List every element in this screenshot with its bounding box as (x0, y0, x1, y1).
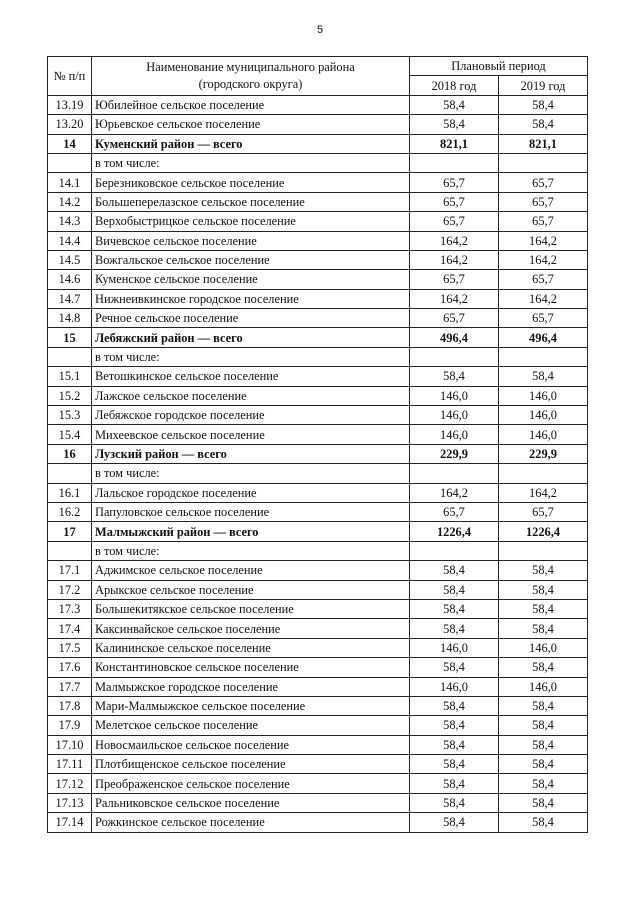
table-row-subheading (48, 464, 588, 483)
row-name: Верхобыстрицкое сельское поселение (92, 212, 410, 231)
row-number: 17.8 (48, 696, 92, 715)
row-name: Плотбищенское сельское поселение (92, 755, 410, 774)
row-value-2019: 58,4 (499, 367, 588, 386)
row-value-2018: 58,4 (410, 658, 499, 677)
row-number: 17.7 (48, 677, 92, 696)
row-value-2019: 58,4 (499, 813, 588, 832)
row-number: 17.4 (48, 619, 92, 638)
row-value-2019: 146,0 (499, 406, 588, 425)
row-value-2018: 65,7 (410, 212, 499, 231)
row-value-2019: 1226,4 (499, 522, 588, 541)
row-value-2018: 164,2 (410, 231, 499, 250)
row-value-2019: 65,7 (499, 309, 588, 328)
header-period: Плановый период (410, 57, 588, 76)
row-value-2019: 821,1 (499, 134, 588, 153)
row-number: 17.2 (48, 580, 92, 599)
row-value-2019: 58,4 (499, 658, 588, 677)
row-value-2019: 58,4 (499, 696, 588, 715)
table-row (48, 774, 588, 793)
row-name: Аджимское сельское поселение (92, 561, 410, 580)
row-value-2019: 58,4 (499, 599, 588, 618)
row-value-2018 (410, 464, 499, 483)
row-value-2018: 65,7 (410, 502, 499, 521)
row-name: Константиновское сельское поселение (92, 658, 410, 677)
row-number: 17.12 (48, 774, 92, 793)
row-value-2019 (499, 541, 588, 560)
row-value-2019: 65,7 (499, 212, 588, 231)
row-value-2018: 58,4 (410, 115, 499, 134)
row-name: Лебяжский район — всего (92, 328, 410, 347)
row-number: 17 (48, 522, 92, 541)
budget-table (47, 56, 588, 833)
row-number: 17.1 (48, 561, 92, 580)
row-name: Ральниковское сельское поселение (92, 793, 410, 812)
table-row (48, 696, 588, 715)
row-value-2018: 65,7 (410, 192, 499, 211)
row-value-2019: 164,2 (499, 250, 588, 269)
row-name: Ветошкинское сельское поселение (92, 367, 410, 386)
row-value-2019: 164,2 (499, 289, 588, 308)
row-number: 14.5 (48, 250, 92, 269)
row-number: 15.3 (48, 406, 92, 425)
table-row (48, 755, 588, 774)
row-value-2018: 164,2 (410, 289, 499, 308)
table-row (48, 813, 588, 832)
row-name: Мари-Малмыжское сельское поселение (92, 696, 410, 715)
row-number: 14.8 (48, 309, 92, 328)
header-number: № п/п (48, 57, 92, 96)
table-row (48, 580, 588, 599)
row-number: 14.4 (48, 231, 92, 250)
row-name: Юрьевское сельское поселение (92, 115, 410, 134)
row-value-2018: 146,0 (410, 638, 499, 657)
row-number: 17.5 (48, 638, 92, 657)
row-name: Вичевское сельское поселение (92, 231, 410, 250)
row-name: Арыкское сельское поселение (92, 580, 410, 599)
row-value-2019: 58,4 (499, 755, 588, 774)
row-name: в том числе: (92, 464, 410, 483)
row-value-2018: 146,0 (410, 425, 499, 444)
table-row (48, 793, 588, 812)
row-number: 14 (48, 134, 92, 153)
row-name: Куменский район — всего (92, 134, 410, 153)
row-number: 15.4 (48, 425, 92, 444)
row-name: Новосмаильское сельское поселение (92, 735, 410, 754)
row-value-2018: 821,1 (410, 134, 499, 153)
table-row (48, 599, 588, 618)
row-name: Папуловское сельское поселение (92, 502, 410, 521)
table-row (48, 231, 588, 250)
row-value-2019: 164,2 (499, 483, 588, 502)
row-value-2019: 65,7 (499, 192, 588, 211)
table-row-total (48, 328, 588, 347)
row-value-2019: 58,4 (499, 619, 588, 638)
table-row (48, 658, 588, 677)
row-value-2019: 58,4 (499, 735, 588, 754)
row-name: в том числе: (92, 153, 410, 172)
row-name: Юбилейное сельское поселение (92, 95, 410, 114)
row-value-2019: 164,2 (499, 231, 588, 250)
table-row-total (48, 444, 588, 463)
row-name: Мелетское сельское поселение (92, 716, 410, 735)
row-name: Малмыжское городское поселение (92, 677, 410, 696)
row-name: Лузский район — всего (92, 444, 410, 463)
row-value-2019: 58,4 (499, 774, 588, 793)
row-number (48, 153, 92, 172)
row-value-2018: 58,4 (410, 696, 499, 715)
row-value-2019: 146,0 (499, 638, 588, 657)
row-value-2018: 164,2 (410, 483, 499, 502)
row-name: Лебяжское городское поселение (92, 406, 410, 425)
row-value-2019: 58,4 (499, 115, 588, 134)
row-name: Лальское городское поселение (92, 483, 410, 502)
row-name: Нижнеивкинское городское поселение (92, 289, 410, 308)
row-value-2018 (410, 347, 499, 366)
row-name: Березниковское сельское поселение (92, 173, 410, 192)
table-row (48, 115, 588, 134)
table-row-total (48, 134, 588, 153)
row-number: 14.3 (48, 212, 92, 231)
row-number: 16 (48, 444, 92, 463)
row-name: Преображенское сельское поселение (92, 774, 410, 793)
table-row (48, 716, 588, 735)
header-2018: 2018 год (410, 76, 499, 95)
header-2019: 2019 год (499, 76, 588, 95)
row-value-2019: 496,4 (499, 328, 588, 347)
table-row (48, 192, 588, 211)
row-name: Рожкинское сельское поселение (92, 813, 410, 832)
row-value-2019: 58,4 (499, 580, 588, 599)
row-number: 17.6 (48, 658, 92, 677)
header-name-line1: Наименование муниципального района (146, 59, 355, 74)
row-value-2018: 58,4 (410, 774, 499, 793)
table-header (48, 57, 588, 96)
row-value-2018: 1226,4 (410, 522, 499, 541)
row-value-2019: 58,4 (499, 716, 588, 735)
row-value-2018: 58,4 (410, 716, 499, 735)
row-value-2019 (499, 464, 588, 483)
table-row (48, 677, 588, 696)
row-value-2018: 146,0 (410, 406, 499, 425)
table-row-subheading (48, 153, 588, 172)
row-name: Большекитякское сельское поселение (92, 599, 410, 618)
table-row (48, 386, 588, 405)
row-value-2019 (499, 153, 588, 172)
row-number: 13.19 (48, 95, 92, 114)
row-name: Речное сельское поселение (92, 309, 410, 328)
row-name: Лажское сельское поселение (92, 386, 410, 405)
row-value-2019: 146,0 (499, 386, 588, 405)
row-value-2018: 58,4 (410, 619, 499, 638)
row-value-2019: 65,7 (499, 270, 588, 289)
row-number: 14.1 (48, 173, 92, 192)
row-value-2019: 58,4 (499, 793, 588, 812)
row-name: в том числе: (92, 541, 410, 560)
row-value-2018: 58,4 (410, 580, 499, 599)
table-row (48, 95, 588, 114)
row-name: Большеперелазское сельское поселение (92, 192, 410, 211)
row-number: 13.20 (48, 115, 92, 134)
row-value-2018: 58,4 (410, 793, 499, 812)
row-value-2019: 146,0 (499, 677, 588, 696)
table-row (48, 173, 588, 192)
row-name: Куменское сельское поселение (92, 270, 410, 289)
table-row (48, 250, 588, 269)
row-value-2018: 58,4 (410, 561, 499, 580)
row-value-2018: 229,9 (410, 444, 499, 463)
row-value-2019: 58,4 (499, 95, 588, 114)
row-number (48, 347, 92, 366)
table-row (48, 502, 588, 521)
row-number: 17.14 (48, 813, 92, 832)
row-number: 17.13 (48, 793, 92, 812)
row-name: Михеевское сельское поселение (92, 425, 410, 444)
row-value-2018: 58,4 (410, 755, 499, 774)
table-row (48, 367, 588, 386)
row-value-2018: 164,2 (410, 250, 499, 269)
row-value-2019: 65,7 (499, 173, 588, 192)
row-name: Калининское сельское поселение (92, 638, 410, 657)
row-value-2018: 65,7 (410, 309, 499, 328)
header-name (92, 57, 410, 96)
row-number (48, 541, 92, 560)
row-number: 17.9 (48, 716, 92, 735)
row-name: Каксинвайское сельское поселение (92, 619, 410, 638)
row-number: 15.1 (48, 367, 92, 386)
table-row-total (48, 522, 588, 541)
row-number: 16.1 (48, 483, 92, 502)
table-body (48, 95, 588, 832)
row-name: Вожгальское сельское поселение (92, 250, 410, 269)
table-row (48, 619, 588, 638)
row-number: 14.2 (48, 192, 92, 211)
page-number: 5 (316, 24, 324, 36)
row-number: 16.2 (48, 502, 92, 521)
table-row (48, 561, 588, 580)
row-name: в том числе: (92, 347, 410, 366)
row-value-2018: 58,4 (410, 813, 499, 832)
row-number: 14.6 (48, 270, 92, 289)
row-number: 17.3 (48, 599, 92, 618)
row-number: 15.2 (48, 386, 92, 405)
row-number (48, 464, 92, 483)
row-value-2018: 496,4 (410, 328, 499, 347)
row-number: 17.11 (48, 755, 92, 774)
row-value-2018: 58,4 (410, 95, 499, 114)
table-row (48, 483, 588, 502)
table-row (48, 212, 588, 231)
row-value-2018: 65,7 (410, 270, 499, 289)
table-row (48, 735, 588, 754)
row-value-2018: 58,4 (410, 367, 499, 386)
row-value-2019: 229,9 (499, 444, 588, 463)
row-value-2018: 65,7 (410, 173, 499, 192)
row-value-2018: 146,0 (410, 677, 499, 696)
row-value-2018: 58,4 (410, 735, 499, 754)
table-row-subheading (48, 347, 588, 366)
table-row (48, 406, 588, 425)
row-value-2019: 58,4 (499, 561, 588, 580)
row-value-2018 (410, 541, 499, 560)
row-value-2018: 58,4 (410, 599, 499, 618)
table-row-subheading (48, 541, 588, 560)
table-row (48, 425, 588, 444)
table-row (48, 289, 588, 308)
row-number: 17.10 (48, 735, 92, 754)
header-name-line2: (городского округа) (198, 76, 303, 91)
row-value-2018: 146,0 (410, 386, 499, 405)
row-number: 14.7 (48, 289, 92, 308)
row-value-2018 (410, 153, 499, 172)
row-name: Малмыжский район — всего (92, 522, 410, 541)
row-value-2019: 146,0 (499, 425, 588, 444)
row-value-2019 (499, 347, 588, 366)
row-value-2019: 65,7 (499, 502, 588, 521)
row-number: 15 (48, 328, 92, 347)
table-row (48, 270, 588, 289)
table-row (48, 638, 588, 657)
table-row (48, 309, 588, 328)
